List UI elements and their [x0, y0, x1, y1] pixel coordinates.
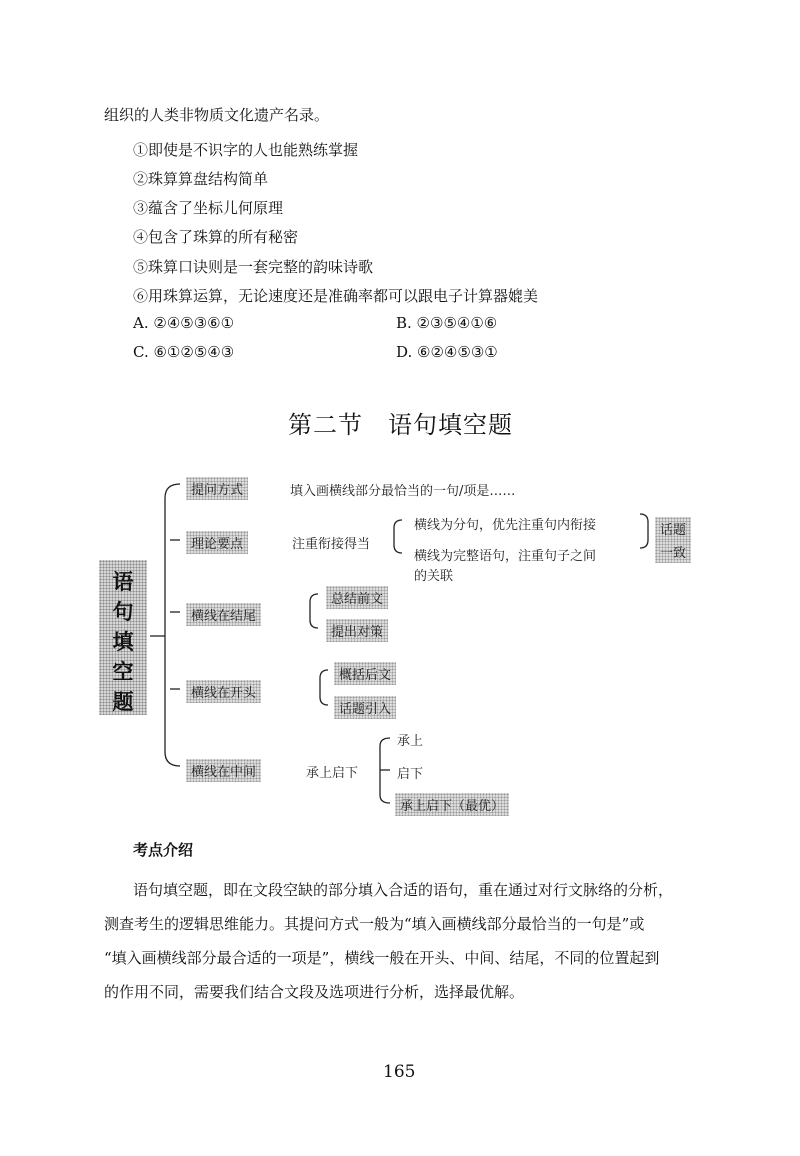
diagram-root-title [99, 560, 147, 715]
branch-middle-middle: 承上启下 [306, 766, 359, 781]
paragraph-line-3: “填入画横线部分最合适的一项是”，横线一般在开头、中间、结尾，不同的位置起到 [104, 949, 660, 967]
statement-6: ⑥用珠算运算，无论速度还是准确率都可以跟电子计算器媲美 [133, 287, 539, 305]
branch-theory-middle: 注重衔接得当 [292, 537, 371, 552]
root-char-3: 填 [112, 630, 134, 654]
statement-3: ③蕴含了坐标儿何原理 [133, 199, 284, 217]
option-a: A. ②④⑤③⑥① [133, 314, 235, 332]
branch-theory-conclusion-line1: 话题 [655, 517, 691, 540]
branch-question-method-label: 提问方式 [186, 477, 248, 500]
branch-start-sub2: 话题引入 [334, 696, 396, 719]
root-char-2: 句 [112, 600, 134, 624]
option-d: D. ⑥②④⑤③① [396, 343, 498, 361]
branch-end-sub1: 总结前文 [326, 586, 388, 609]
statement-2: ②珠算算盘结构简单 [133, 170, 269, 188]
branch-theory-conclusion-line2: 一致 [655, 540, 691, 563]
branch-middle-sub1: 承上 [397, 734, 424, 749]
page-number: 165 [383, 1062, 416, 1082]
root-char-4: 空 [112, 660, 134, 684]
branch-theory-sub2-line1: 横线为完整语句，注重句子之间 [414, 549, 597, 564]
section-title: 第二节 语句填空题 [288, 411, 513, 439]
branch-theory-sub2-line2: 的关联 [414, 569, 454, 584]
branch-start-sub1: 概括后文 [334, 662, 396, 685]
option-b: B. ②③⑤④①⑥ [396, 314, 498, 332]
paragraph-line-4: 的作用不同，需要我们结合文段及选项进行分析，选择最优解。 [104, 983, 525, 1001]
paragraph-line-2: 测查考生的逻辑思维能力。其提问方式一般为“填入画横线部分最恰当的一句是”或 [104, 915, 645, 933]
branch-question-method-text: 填入画横线部分最恰当的一句/项是…… [290, 484, 516, 499]
statement-4: ④包含了珠算的所有秘密 [133, 228, 299, 246]
branch-middle-sub2: 启下 [397, 767, 424, 782]
branch-middle-sub3: 承上启下（最优） [395, 793, 509, 816]
paragraph-line-1: 语句填空题，即在文段空缺的部分填入合适的语句，重在通过对行文脉络的分析， [133, 881, 674, 899]
branch-start-label: 横线在开头 [186, 680, 261, 703]
statement-1: ①即使是不识字的人也能熟练掌握 [133, 141, 359, 159]
option-c: C. ⑥①②⑤④③ [133, 343, 235, 361]
kaodian-heading: 考点介绍 [133, 841, 194, 859]
branch-middle-label: 横线在中间 [186, 759, 261, 782]
root-char-1: 语 [112, 570, 134, 594]
root-char-5: 题 [112, 690, 134, 714]
branch-theory-sub1: 横线为分句，优先注重句内衔接 [414, 518, 597, 533]
branch-end-sub2: 提出对策 [326, 619, 388, 642]
branch-theory-label: 理论要点 [186, 531, 248, 554]
branch-end-label: 横线在结尾 [186, 603, 261, 626]
statement-5: ⑤珠算口诀则是一套完整的韵味诗歌 [133, 258, 374, 276]
intro-line: 组织的人类非物质文化遗产名录。 [104, 106, 330, 124]
